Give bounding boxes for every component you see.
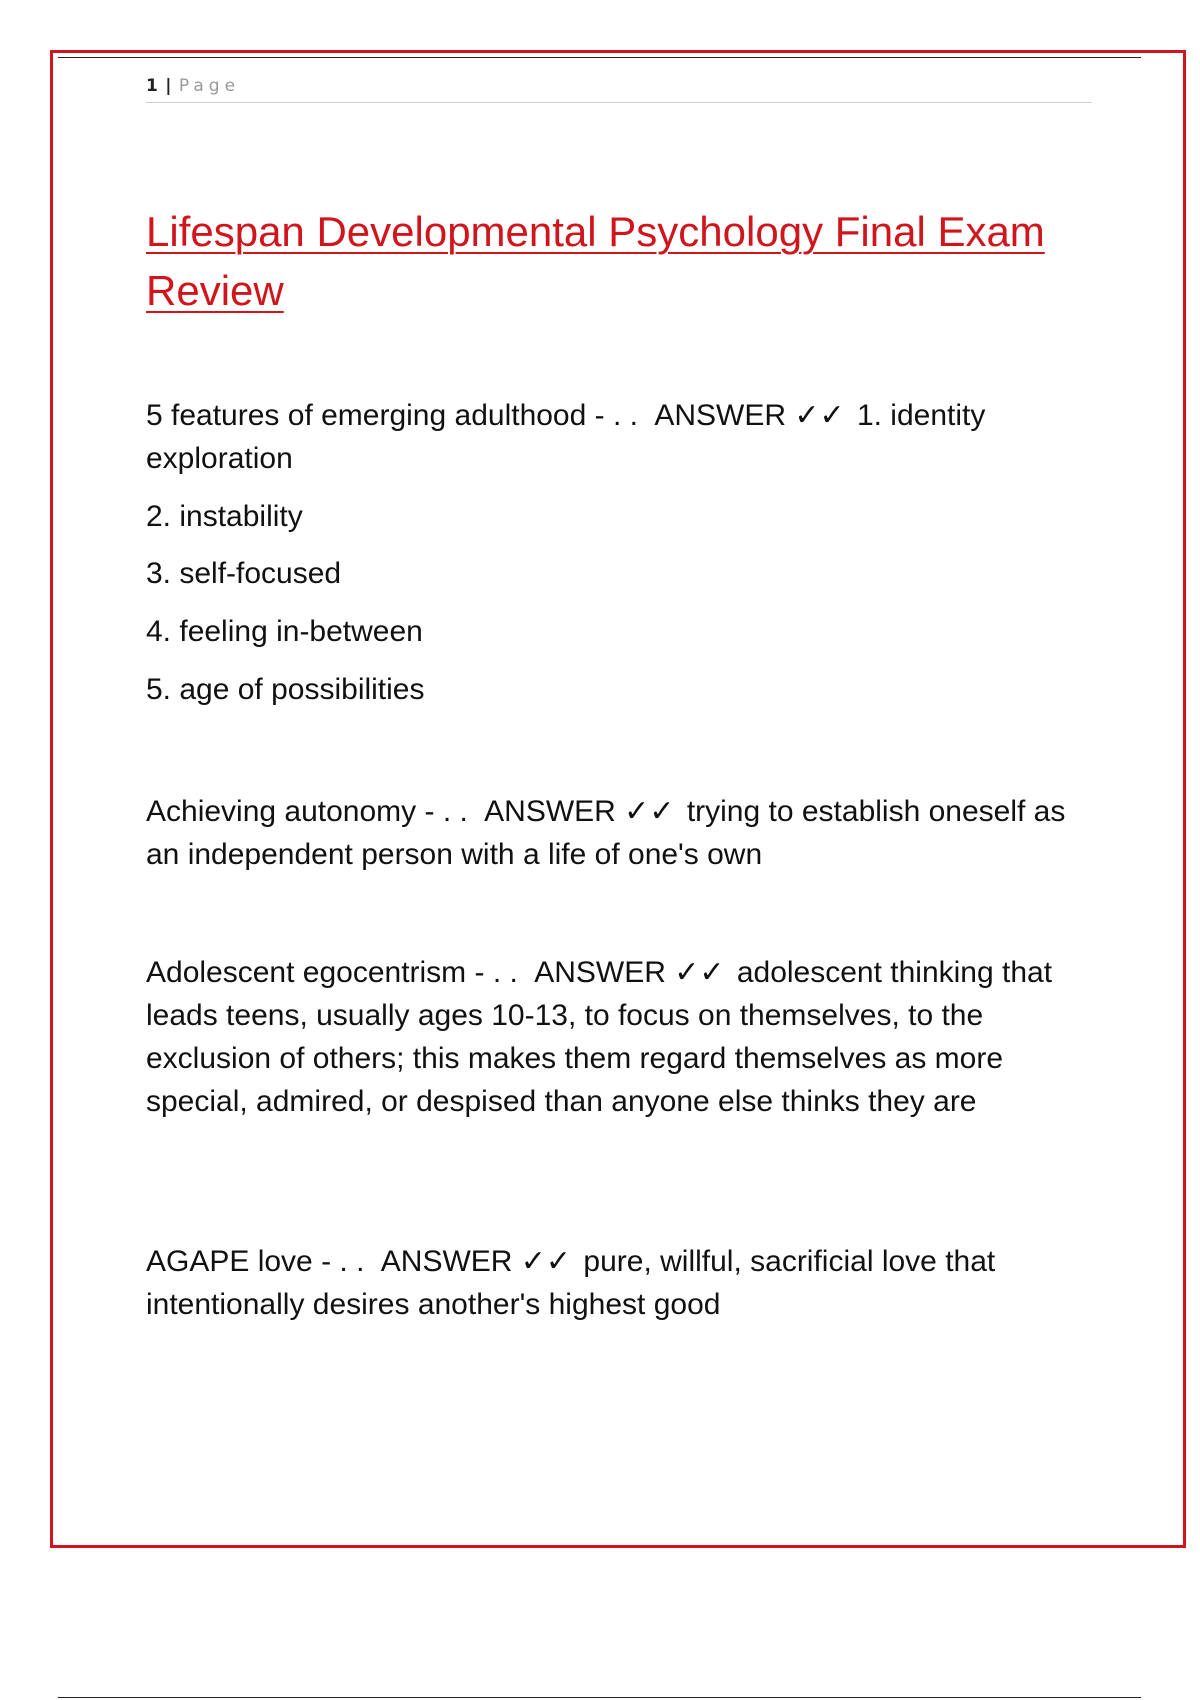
entry-term: Achieving autonomy - . . [146,795,468,828]
list-item: 4. feeling in-between [146,615,423,648]
list-item: 3. self-focused [146,557,342,590]
answer-marker: ANSWER ✓✓ [654,399,845,432]
entry-term: AGAPE love - . . [146,1245,365,1278]
entry-term: Adolescent egocentrism - . . [146,956,518,989]
list-item: 2. instability [146,500,303,533]
entry-definition: adolescent thinking that leads teens, usually ages 10-13, to focus on themselves, to the exclusion of others; this makes them regard themselves as more special, admired, or despised than anyone else thinks they are [146,956,1053,1118]
answer-marker: ANSWER ✓✓ [380,1245,572,1278]
answer-marker: ANSWER ✓✓ [534,956,725,989]
answer-marker: ANSWER ✓✓ [484,795,675,828]
entry-term: 5 features of emerging adulthood - . . [146,399,638,432]
entry-emerging-adulthood [146,394,1086,480]
entry-definition: trying to establish oneself as an independent person with a life of one's own [146,795,1066,871]
document-title: Lifespan Developmental Psychology Final Exam Review [146,208,1045,314]
entry-agape-love [146,1240,1086,1326]
entry-achieving-autonomy [146,790,1086,876]
page-number: 1 [146,76,158,96]
entry-definition: 1. identity exploration [146,399,986,475]
bottom-rule [58,1697,1141,1698]
entry-definition: pure, willful, sacrificial love that intentionally desires another's highest good [146,1245,996,1321]
top-rule [58,57,1141,58]
page-separator: | [165,76,172,96]
page-label: Page [178,76,241,96]
list-item: 5. age of possibilities [146,673,425,706]
entry-adolescent-egocentrism [146,951,1086,1123]
page-header [146,74,1092,103]
